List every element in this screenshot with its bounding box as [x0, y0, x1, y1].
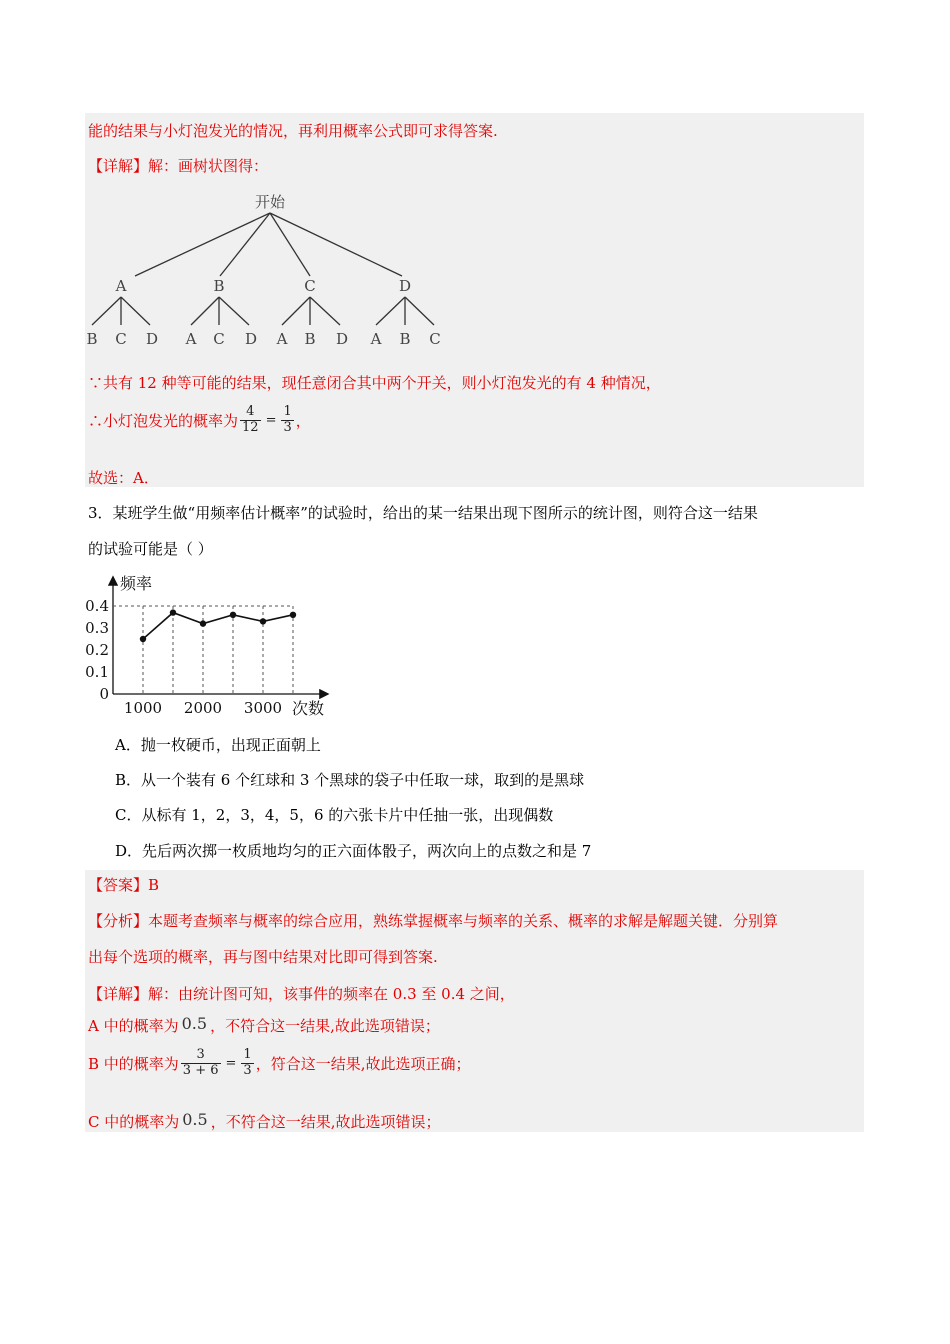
option-a-analysis	[88, 1014, 440, 1036]
x-tick-label: 3000	[243, 699, 283, 717]
tree-node-l1: C	[304, 277, 316, 295]
tree-node-l2: B	[399, 330, 411, 348]
fraction-1-3	[241, 1048, 253, 1079]
y-tick-label: 0.4	[85, 597, 109, 615]
fraction-4-12	[240, 405, 261, 436]
b-prefix: B 中的概率为	[88, 1054, 179, 1073]
data-point	[290, 612, 296, 618]
fraction-numerator: 1	[283, 404, 292, 419]
option-b-analysis	[88, 1048, 470, 1079]
data-point	[140, 636, 146, 642]
data-point	[200, 620, 206, 626]
fraction-numerator: 3	[196, 1047, 205, 1062]
detail-tag: 【详解】	[88, 985, 149, 1003]
data-point	[260, 618, 266, 624]
tree-root: 开始	[254, 193, 286, 211]
tree-node-l2: D	[244, 330, 258, 348]
therefore-suffix: ，	[295, 411, 311, 430]
fraction-numerator: 1	[243, 1047, 252, 1062]
equals-sign: =	[225, 1055, 237, 1071]
analysis-line2: 出每个选项的概率，再与图中结果对比即可得到答案.	[88, 948, 438, 966]
tree-node-l2: C	[429, 330, 441, 348]
option-c: C．从标有 1，2，3，4，5，6 的六张卡片中任抽一张，出现偶数	[115, 806, 554, 824]
fraction-numerator: 4	[246, 404, 255, 419]
tree-diagram	[80, 185, 460, 350]
tree-node-l2: B	[304, 330, 316, 348]
fraction-denominator: 3	[283, 419, 292, 435]
detail-tag: 【详解】	[88, 157, 149, 175]
x-tick-label: 2000	[183, 699, 223, 717]
y-tick-label: 0.2	[85, 641, 109, 659]
fraction-denominator: 3 + 6	[182, 1062, 219, 1078]
answer-tag: 【答案】	[88, 876, 149, 894]
detail-text: 解：由统计图可知，该事件的频率在 0.3 至 0.4 之间，	[148, 985, 515, 1003]
tree-node-l1: A	[115, 277, 127, 295]
a-value: 0.5	[181, 1014, 208, 1033]
y-tick-label: 0.3	[85, 619, 109, 637]
option-d: D．先后两次掷一枚质地均匀的正六面体骰子，两次向上的点数之和是 7	[115, 842, 592, 860]
analysis-tail: 能的结果与小灯泡发光的情况，再利用概率公式即可求得答案.	[88, 122, 498, 140]
tree-node-l2: A	[185, 330, 197, 348]
detail-line	[88, 983, 515, 1004]
y-axis-label: 频率	[120, 574, 153, 593]
c-suffix: ，不符合这一结果,故此选项错误；	[210, 1113, 441, 1131]
tree-node-l2: A	[276, 330, 288, 348]
a-prefix: A 中的概率为	[88, 1017, 179, 1035]
question-stem-line2: 的试验可能是（ ）	[88, 540, 213, 558]
series-line	[143, 613, 293, 639]
y-tick-label: 0.1	[85, 663, 109, 681]
option-b: B．从一个装有 6 个红球和 3 个黑球的袋子中任取一球，取到的是黑球	[115, 771, 585, 789]
answer-line	[88, 874, 159, 895]
c-value: 0.5	[182, 1110, 208, 1129]
option-c-analysis	[88, 1110, 440, 1132]
question-stem-line1: 3．某班学生做“用频率估计概率”的试验时，给出的某一结果出现下图所示的统计图，则符合这一结果	[88, 504, 758, 522]
tree-node-l2: C	[213, 330, 225, 348]
x-axis-label: 次数	[292, 699, 325, 718]
fraction-denominator: 3	[243, 1062, 252, 1078]
fraction-3-over-3-plus-6	[181, 1048, 221, 1079]
analysis-tag: 【分析】	[88, 912, 149, 930]
x-tick-label: 1000	[123, 699, 163, 717]
detail-text: 解：画树状图得：	[148, 157, 269, 175]
b-suffix: ，符合这一结果,故此选项正确；	[255, 1054, 471, 1073]
because-line: ∵共有 12 种等可能的结果，现任意闭合其中两个开关，则小灯泡发光的有 4 种情况，	[88, 374, 661, 392]
fraction-denominator: 12	[242, 419, 259, 435]
detail-heading	[88, 155, 268, 176]
option-a: A．抛一枚硬币，出现正面朝上	[115, 736, 321, 754]
tree-node-l2: B	[86, 330, 98, 348]
therefore-prefix: ∴小灯泡发光的概率为	[88, 411, 239, 430]
tree-node-l2: D	[335, 330, 349, 348]
y-tick-label: 0	[99, 685, 109, 703]
analysis-line1	[88, 910, 778, 931]
therefore-line	[88, 405, 311, 436]
tree-node-l2: D	[145, 330, 159, 348]
choice-line: 故选：A．	[88, 469, 159, 487]
tree-node-l1: B	[213, 277, 225, 295]
tree-node-l2: C	[115, 330, 127, 348]
frequency-chart	[85, 570, 340, 720]
data-point	[230, 612, 236, 618]
c-prefix: C 中的概率为	[88, 1113, 180, 1131]
equals-sign: =	[265, 412, 277, 428]
fraction-1-3	[281, 405, 293, 436]
answer-value: B	[148, 876, 160, 894]
analysis-text: 本题考查频率与概率的综合应用，熟练掌握概率与频率的关系、概率的求解是解题关键．分别算	[148, 912, 779, 930]
data-point	[170, 609, 176, 615]
tree-node-l1: D	[398, 277, 412, 295]
a-suffix: ，不符合这一结果,故此选项错误；	[210, 1017, 440, 1035]
tree-node-l2: A	[370, 330, 382, 348]
